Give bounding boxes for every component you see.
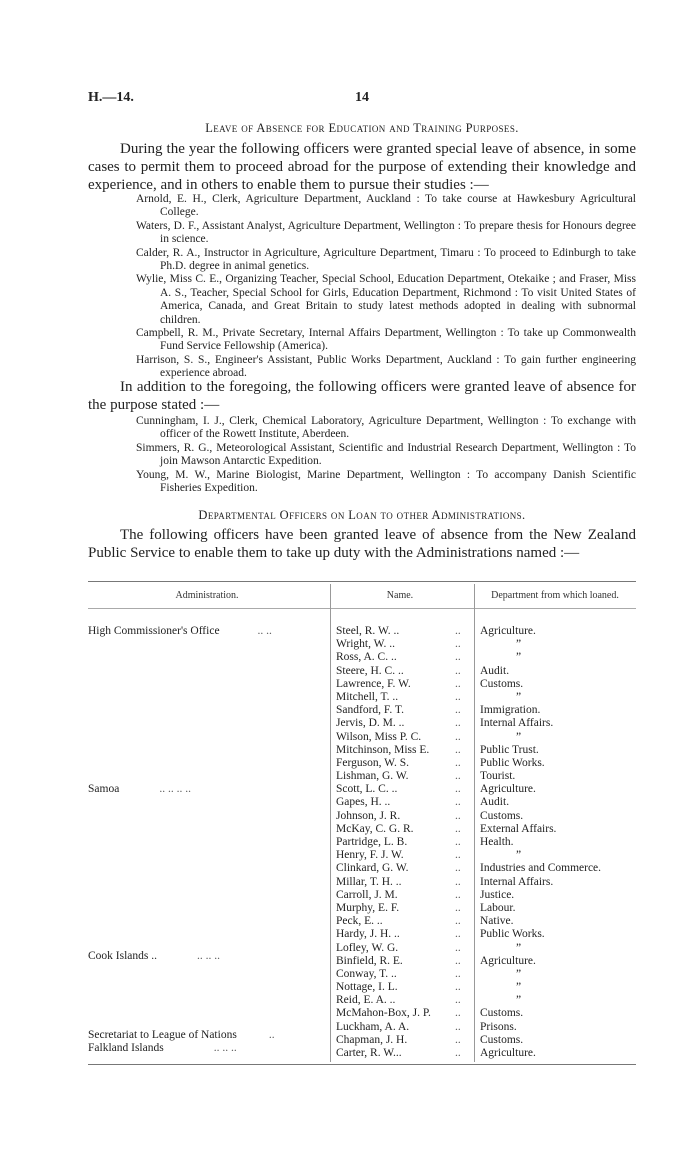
table-cell-department: Customs. [480, 677, 524, 690]
dot-leaders-column [455, 625, 471, 1060]
table-cell-department: ” [516, 651, 522, 664]
table-cell-department: Public Works. [480, 928, 545, 941]
additional-leave-list [136, 415, 636, 495]
education-leave-list [136, 193, 636, 381]
table-cell-department: Internal Affairs. [480, 875, 554, 888]
dot-leader: .. [455, 809, 461, 822]
table-cell-name: Nottage, I. L. [336, 981, 398, 994]
dot-leader: .. [455, 836, 461, 848]
column-divider [474, 584, 475, 1062]
dot-leader: .. [455, 915, 461, 928]
table-cell-name: Jervis, D. M. .. [336, 717, 405, 730]
table-cell-name: McMahon-Box, J. P. [336, 1007, 431, 1020]
table-cell-department: ” [516, 638, 522, 651]
table-cell-department: Industries and Commerce. [480, 862, 602, 875]
dot-leader: .. [455, 967, 461, 980]
dot-leader: .. [455, 651, 461, 664]
dot-leader: .. [455, 1020, 461, 1033]
table-cell-department: ” [516, 849, 522, 862]
table-cell-department: Agriculture. [480, 625, 536, 637]
table-top-rule [88, 581, 636, 582]
admin-cook-islands: Cook Islands .. .. .. .. [88, 950, 220, 962]
dot-leader: .. [455, 638, 461, 651]
table-cell-name: Wilson, Miss P. C. [336, 730, 422, 743]
departments-column [480, 625, 636, 1060]
table-cell-name: Ross, A. C. .. [336, 651, 397, 664]
table-cell-name: Millar, T. H. .. [336, 875, 402, 888]
table-cell-name: Chapman, J. H. [336, 1033, 408, 1046]
table-cell-department: Audit. [480, 664, 510, 677]
table-cell-department: ” [516, 967, 522, 980]
dot-leader: .. [455, 743, 461, 756]
table-cell-name: Gapes, H. .. [336, 796, 391, 809]
table-cell-department: ” [516, 730, 522, 743]
table-cell-department: External Affairs. [480, 822, 557, 835]
dot-leader: .. [455, 941, 461, 954]
table-cell-name: Clinkard, G. W. [336, 862, 409, 875]
table-cell-name: Wright, W. .. [336, 638, 395, 651]
table-cell-name: Carroll, J. M. [336, 888, 398, 901]
dot-leader: .. [455, 704, 461, 717]
dot-leader: .. [455, 1033, 461, 1046]
table-cell-name: Scott, L. C. .. [336, 783, 398, 796]
table-cell-name: Johnson, J. R. [336, 809, 401, 822]
list-item: Arnold, E. H., Clerk, Agriculture Department, Auckland : To take course at Hawkesbury Agricultural College. [136, 193, 636, 219]
list-item: Young, M. W., Marine Biologist, Marine Department, Wellington : To accompany Danish Scientific Fisheries Expedition. [136, 468, 636, 495]
list-item: Cunningham, I. J., Clerk, Chemical Laboratory, Agriculture Department, Wellington : To exchange with officer of the Rowett Institute, Aberdeen. [136, 415, 636, 441]
table-cell-name: Steel, R. W. .. [336, 625, 400, 637]
column-header-name: Name. [386, 590, 414, 601]
table-cell-department: Justice. [480, 888, 515, 901]
admin-samoa: Samoa .. .. .. .. [88, 783, 191, 795]
table-cell-department: Public Trust. [480, 743, 539, 756]
table-bottom-rule [88, 1064, 636, 1065]
table-cell-name: Peck, E. .. [336, 915, 383, 928]
table-cell-name: Lawrence, F. W. [336, 677, 411, 690]
list-item: Wylie, Miss C. E., Organizing Teacher, Special School, Education Department, Otekaike ; and Fraser, Miss A. S., Teacher, Special School for Girls, Education Department, Richmond : To visit United States of America, Canada, and Great Britain to study latest methods adopted in dealing with subnormal children. [136, 273, 636, 326]
table-cell-name: Luckham, A. A. [336, 1020, 410, 1033]
dot-leader: .. [455, 796, 461, 809]
column-header-administration: Administration. [175, 590, 239, 601]
table-cell-department: Internal Affairs. [480, 717, 554, 730]
table-cell-department: Immigration. [480, 704, 541, 717]
table-cell-name: Carter, R. W... [336, 1047, 402, 1059]
table-cell-department: Agriculture. [480, 954, 536, 967]
table-cell-department: Tourist. [480, 770, 516, 783]
table-cell-name: Mitchinson, Miss E. [336, 743, 430, 756]
table-header-rule [88, 608, 636, 609]
table-cell-name: Henry, F. J. W. [336, 849, 404, 862]
dot-leader: .. [455, 822, 461, 835]
dot-leader: .. [455, 888, 461, 901]
table-cell-name: Binfield, R. E. [336, 954, 403, 967]
section-title-officers-on-loan: Departmental Officers on Loan to other Administrations. [198, 508, 526, 522]
dot-leader: .. [455, 717, 461, 730]
list-item: Simmers, R. G., Meteorological Assistant, Scientific and Industrial Research Department, Wellington : To join Mawson Antarctic Expedition. [136, 441, 636, 468]
table-cell-department: Customs. [480, 1007, 524, 1020]
admin-league-secretariat: Secretariat to League of Nations .. [88, 1029, 275, 1041]
dot-leader: .. [455, 1007, 461, 1020]
dot-leader: .. [455, 677, 461, 690]
table-cell-department: ” [516, 941, 522, 954]
list-item: Harrison, S. S., Engineer's Assistant, Public Works Department, Auckland : To gain further engineering experience abroad. [136, 353, 636, 380]
table-cell-department: Health. [480, 836, 514, 848]
column-header-department: Department from which loaned. [491, 590, 619, 601]
dot-leader: .. [455, 981, 461, 994]
column-divider [330, 584, 331, 1062]
section2-intro: The following officers have been granted leave of absence from the New Zealand Public Service to enable them to take up duty with the Administrations named :— [88, 527, 636, 561]
list-item: Campbell, R. M., Private Secretary, Internal Affairs Department, Wellington : To take up Commonwealth Fund Service Fellowship (America). [136, 327, 636, 353]
dot-leader: .. [455, 770, 461, 783]
table-cell-name: Reid, E. A. .. [336, 994, 396, 1007]
table-cell-department: Labour. [480, 901, 516, 914]
table-cell-department: Audit. [480, 796, 510, 809]
table-cell-department: Prisons. [480, 1020, 517, 1033]
dot-leader: .. [455, 875, 461, 888]
table-cell-department: ” [516, 981, 522, 994]
dot-leader: .. [455, 690, 461, 703]
table-cell-name: Ferguson, W. S. [336, 756, 409, 769]
table-cell-name: Partridge, L. B. [336, 836, 408, 848]
table-cell-name: Lishman, G. W. [336, 770, 409, 783]
report-reference: H.—14. [88, 90, 134, 105]
table-cell-department: Customs. [480, 1033, 524, 1046]
dot-leader: .. [455, 928, 461, 941]
table-cell-name: Steere, H. C. .. [336, 664, 404, 677]
dot-leader: .. [455, 664, 461, 677]
dot-leader: .. [455, 756, 461, 769]
table-cell-name: Murphy, E. F. [336, 901, 400, 914]
dot-leader: .. [455, 901, 461, 914]
dot-leader: .. [455, 625, 461, 637]
table-cell-department: ” [516, 994, 522, 1007]
table-cell-department: Agriculture. [480, 1047, 536, 1059]
admin-falkland-islands: Falkland Islands .. .. .. [88, 1042, 237, 1054]
table-cell-name: McKay, C. G. R. [336, 822, 414, 835]
section1-intro: During the year the following officers were granted special leave of absence, in some cases to permit them to proceed abroad for the purpose of extending their knowledge and experience, and in others to enable them to pursue their studies :— [88, 141, 636, 193]
admin-high-commissioner: High Commissioner's Office .. .. [88, 625, 272, 637]
table-cell-name: Hardy, J. H. .. [336, 928, 400, 941]
page-number: 14 [355, 90, 369, 105]
list-item: Calder, R. A., Instructor in Agriculture, Agriculture Department, Timaru : To proceed to Edinburgh to take Ph.D. degree in animal genetics. [136, 246, 636, 273]
dot-leader: .. [455, 954, 461, 967]
dot-leader: .. [455, 862, 461, 875]
table-cell-department: Public Works. [480, 756, 545, 769]
section-title-education-leave: Leave of Absence for Education and Training Purposes. [205, 121, 519, 135]
names-column [336, 625, 454, 1060]
dot-leader: .. [455, 730, 461, 743]
table-cell-name: Sandford, F. T. [336, 704, 404, 717]
table-cell-department: Customs. [480, 809, 524, 822]
table-cell-department: ” [516, 690, 522, 703]
table-cell-department: Agriculture. [480, 783, 536, 796]
list-item: Waters, D. F., Assistant Analyst, Agriculture Department, Wellington : To prepare thesis for Honours degree in science. [136, 219, 636, 246]
table-cell-department: Native. [480, 915, 514, 928]
dot-leader: .. [455, 849, 461, 862]
dot-leader: .. [455, 783, 461, 796]
table-cell-name: Lofley, W. G. [336, 941, 399, 954]
dot-leader: .. [455, 1047, 461, 1059]
table-cell-name: Mitchell, T. .. [336, 690, 399, 703]
dot-leader: .. [455, 994, 461, 1007]
section1-additional-intro: In addition to the foregoing, the following officers were granted leave of absence for the purpose stated :— [88, 379, 636, 413]
table-cell-name: Conway, T. .. [336, 967, 397, 980]
